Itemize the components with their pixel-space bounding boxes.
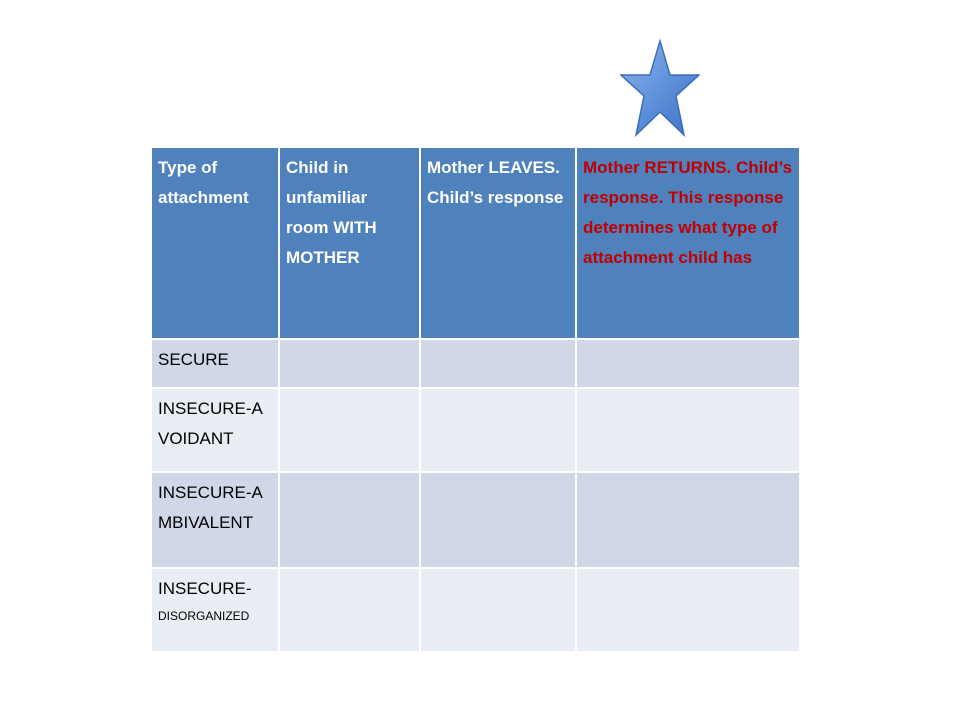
table-cell — [279, 568, 420, 652]
table-row — [151, 472, 800, 568]
table-row — [151, 339, 800, 388]
table-cell — [576, 568, 800, 652]
row-label-insecure-avoidant: INSECURE-AVOIDANT — [151, 388, 279, 472]
header-type-of-attachment: Type of attachment — [151, 147, 279, 339]
header-mother-returns: Mother RETURNS. Child’s response. This response determines what type of attachment child has — [576, 147, 800, 339]
header-with-mother: Child in unfamiliar room WITH MOTHER — [279, 147, 420, 339]
table-cell — [576, 388, 800, 472]
row-label-secure: SECURE — [151, 339, 279, 388]
header-row — [151, 147, 800, 339]
row-label-insecure-disorganized: INSECURE- DISORGANIZED — [151, 568, 279, 652]
table-cell — [279, 339, 420, 388]
attachment-table — [150, 146, 801, 653]
table-cell — [576, 339, 800, 388]
table-cell — [420, 472, 576, 568]
header-mother-leaves: Mother LEAVES. Child’s response — [420, 147, 576, 339]
table-cell — [420, 388, 576, 472]
table-cell — [279, 472, 420, 568]
table-cell — [279, 388, 420, 472]
table-cell — [576, 472, 800, 568]
table-row — [151, 388, 800, 472]
star-icon — [620, 38, 700, 138]
row-label-insecure-ambivalent: INSECURE-AMBIVALENT — [151, 472, 279, 568]
table-cell — [420, 568, 576, 652]
table-cell — [420, 339, 576, 388]
table-row — [151, 568, 800, 652]
